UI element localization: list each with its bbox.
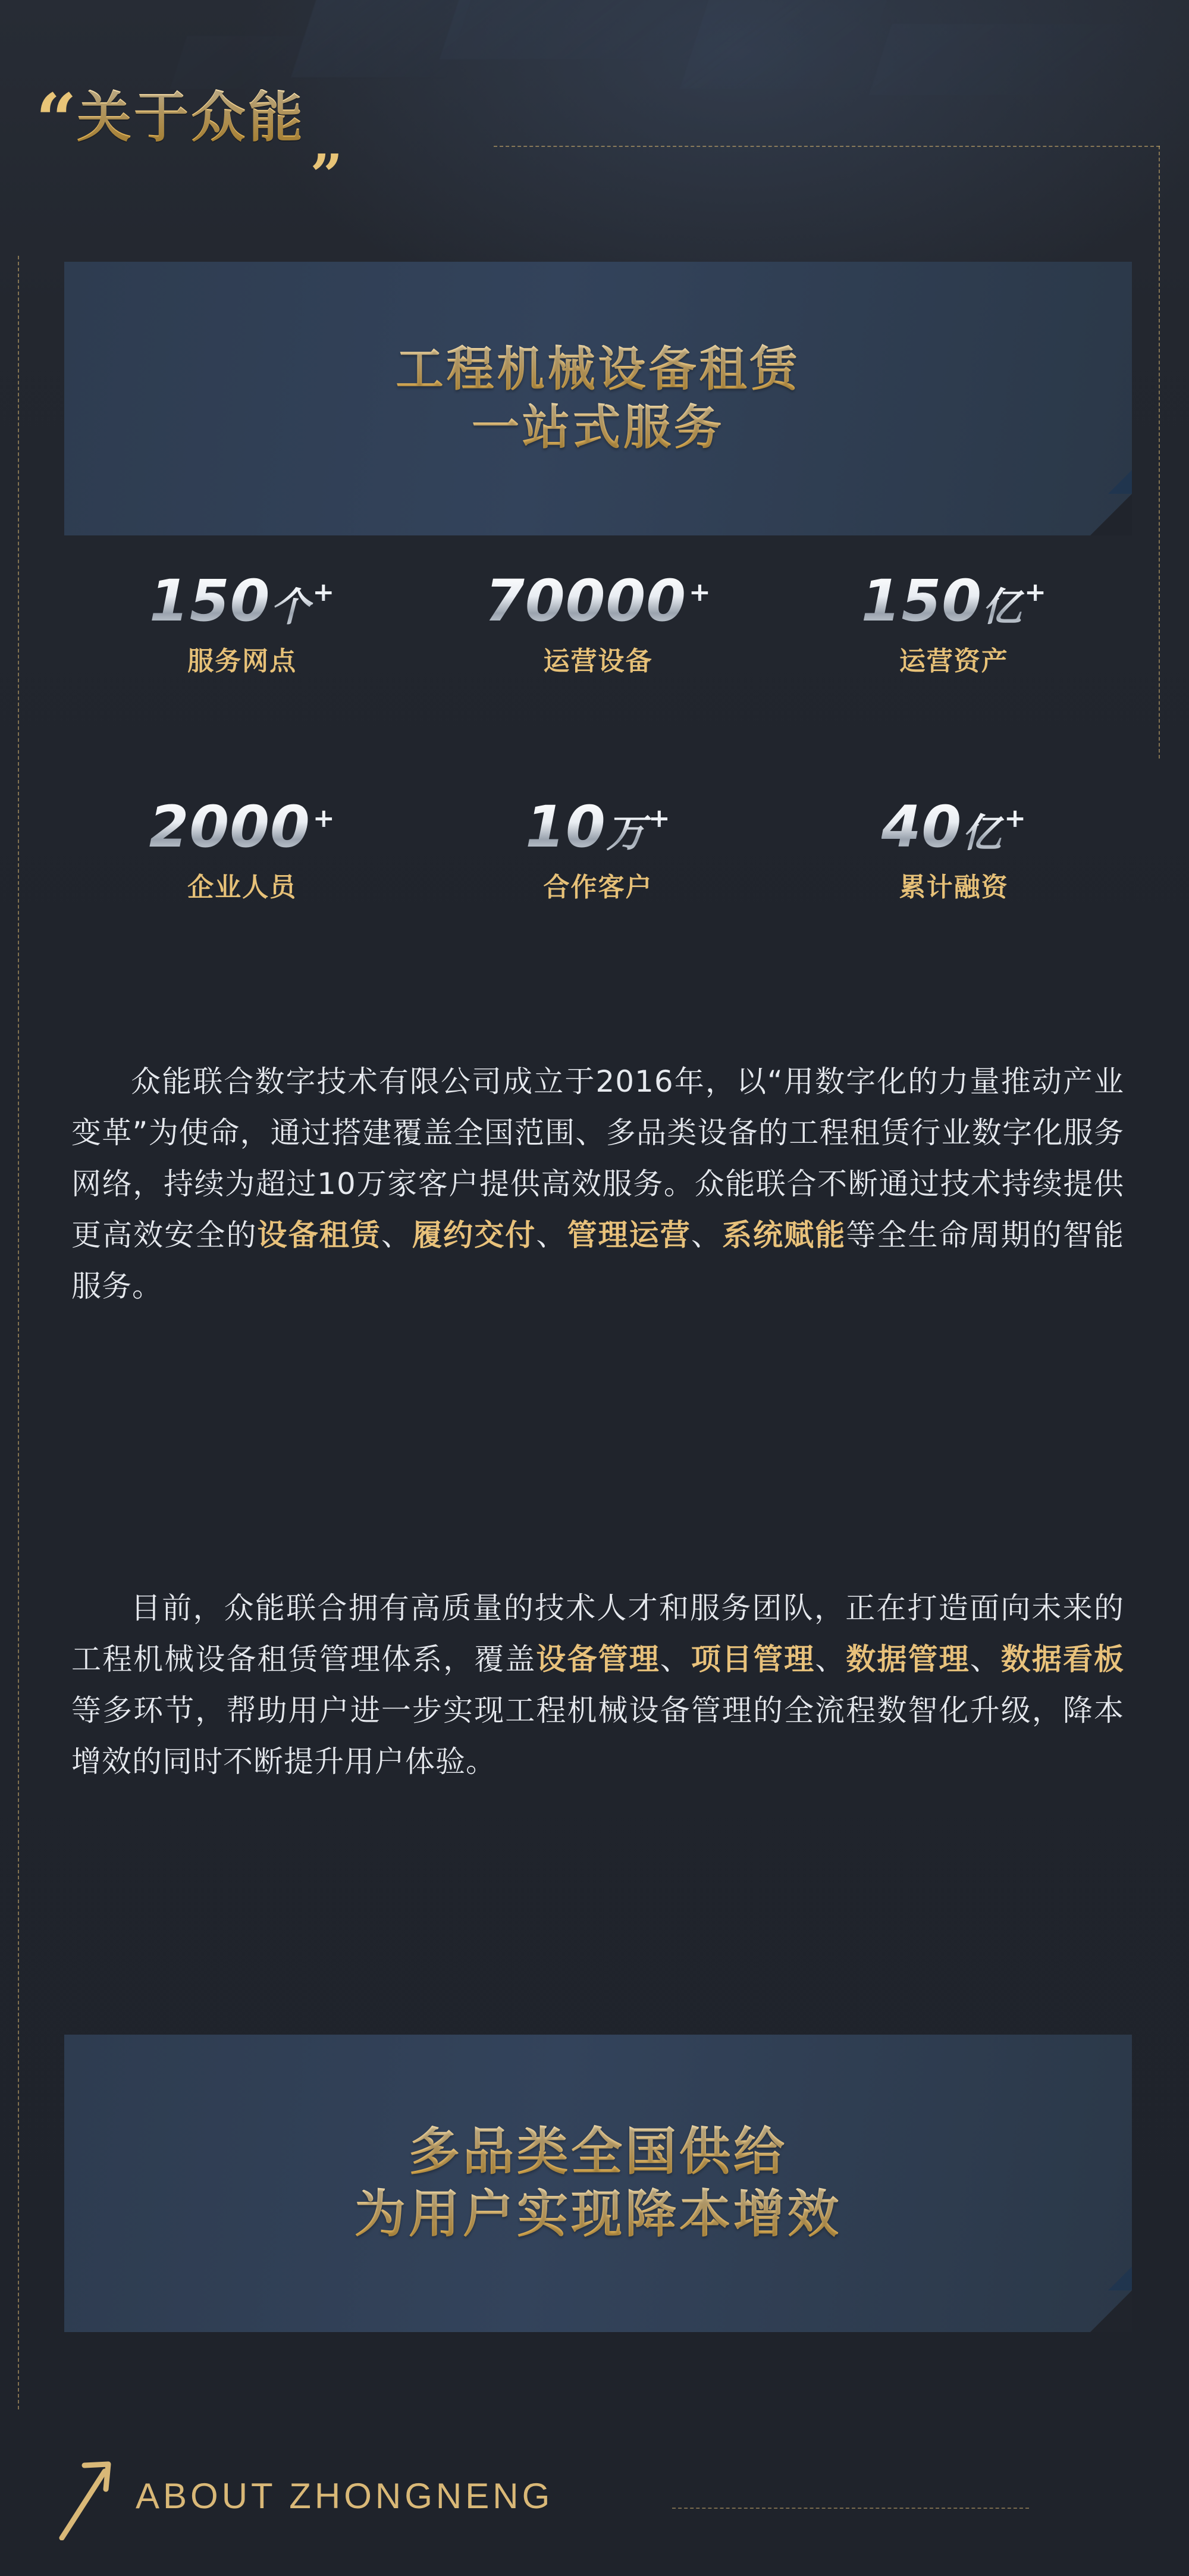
paragraph2-highlight-2: 项目管理 bbox=[691, 1642, 815, 1676]
paragraph2-highlight-4: 数据看板 bbox=[1000, 1642, 1125, 1676]
stat-item bbox=[420, 794, 776, 904]
headline-banner-bottom bbox=[64, 2035, 1132, 2332]
arrow-up-right-icon bbox=[54, 2451, 119, 2540]
paragraph1-text-part1: 众能联合数字技术有限公司成立于2016年，以“用数字化的力量推动产业变革”为使命，通过搭建覆盖全国范围、多品类设备的工程租赁行业数字化服务网络，持续为超过10万家客户提供高效服务。众能联合不断通过技术持续提供更高效安全的 bbox=[71, 1064, 1124, 1252]
body-paragraph-1 bbox=[71, 1056, 1124, 1312]
stat-unit: 亿 bbox=[962, 810, 1002, 856]
stat-plus: + bbox=[312, 803, 335, 833]
stat-value: 70000+ bbox=[485, 568, 711, 634]
background-shape bbox=[869, 24, 1142, 95]
decorative-dashed-line-right bbox=[1159, 146, 1160, 759]
stat-item bbox=[776, 794, 1132, 904]
decorative-dashed-line-left bbox=[18, 256, 19, 2409]
banner-corner-accent bbox=[1108, 2267, 1132, 2290]
stat-label: 累计融资 bbox=[899, 872, 1009, 902]
stat-item bbox=[64, 568, 420, 678]
paragraph2-text-part2: 等多环节，帮助用户进一步实现工程机械设备管理的全流程数智化升级，降本增效的同时不断提升用户体验。 bbox=[71, 1693, 1124, 1779]
banner-bottom-line-1: 多品类全国供给 bbox=[409, 2121, 788, 2183]
stat-plus: + bbox=[1024, 577, 1047, 607]
banner-corner-cut bbox=[1090, 2290, 1132, 2332]
paragraph1-highlight-4: 系统赋能 bbox=[721, 1218, 846, 1252]
stat-unit: 个 bbox=[270, 584, 310, 630]
banner-top-line-2: 一站式服务 bbox=[472, 399, 724, 457]
background-shape bbox=[440, 0, 714, 59]
paragraph2-sep-1: 、 bbox=[660, 1642, 691, 1676]
paragraph1-highlight-1: 设备租赁 bbox=[257, 1218, 381, 1252]
decorative-dashed-line-top bbox=[494, 146, 1160, 147]
stat-value: 150亿+ bbox=[861, 568, 1047, 634]
stat-item bbox=[776, 568, 1132, 678]
stat-value: 10万+ bbox=[525, 794, 671, 860]
stat-plus: + bbox=[312, 577, 335, 607]
quote-close-icon: „ bbox=[311, 109, 341, 176]
stat-unit: 亿 bbox=[982, 584, 1022, 630]
headline-banner-top bbox=[64, 262, 1132, 535]
paragraph2-text-part1: 目前，众能联合拥有高质量的技术人才和服务团队，正在打造面向未来的工程机械设备租赁管理体系，覆盖 bbox=[71, 1591, 1124, 1676]
stat-plus: + bbox=[648, 803, 671, 833]
stat-label: 合作客户 bbox=[543, 872, 653, 902]
banner-bottom-line-2: 为用户实现降本增效 bbox=[354, 2183, 842, 2246]
paragraph2-highlight-3: 数据管理 bbox=[846, 1642, 970, 1676]
paragraph1-sep-2: 、 bbox=[536, 1218, 567, 1252]
paragraph1-highlight-3: 管理运营 bbox=[567, 1218, 691, 1252]
stat-label: 服务网点 bbox=[187, 645, 297, 676]
stat-value: 40亿+ bbox=[881, 794, 1027, 860]
stat-plus: + bbox=[689, 577, 711, 607]
stat-label: 运营设备 bbox=[543, 645, 653, 676]
stat-value: 2000+ bbox=[149, 794, 335, 860]
stat-unit: 万 bbox=[606, 810, 646, 856]
decorative-dashed-line-bottom bbox=[672, 2508, 1029, 2509]
page-title: 关于众能 bbox=[77, 86, 306, 149]
footer bbox=[54, 2451, 553, 2540]
paragraph1-sep-3: 、 bbox=[691, 1218, 722, 1252]
banner-corner-cut bbox=[1090, 494, 1132, 535]
stat-item bbox=[64, 794, 420, 904]
paragraph1-sep-1: 、 bbox=[381, 1218, 413, 1252]
stats-row-1 bbox=[64, 568, 1132, 678]
quote-open-icon: “ bbox=[36, 78, 74, 162]
footer-label: ABOUT ZHONGNENG bbox=[136, 2475, 554, 2516]
paragraph1-text-part2: 等全生命周期的智能服务。 bbox=[71, 1218, 1125, 1303]
paragraph2-sep-2: 、 bbox=[815, 1642, 846, 1676]
stats-row-2 bbox=[64, 794, 1132, 904]
stat-label: 运营资产 bbox=[899, 645, 1009, 676]
banner-corner-accent bbox=[1108, 470, 1132, 494]
background-shape bbox=[170, 36, 306, 89]
stat-value: 150个+ bbox=[149, 568, 335, 634]
paragraph2-highlight-1: 设备管理 bbox=[536, 1642, 660, 1676]
body-paragraph-2 bbox=[71, 1582, 1124, 1787]
paragraph2-sep-3: 、 bbox=[970, 1642, 1001, 1676]
stat-plus: + bbox=[1004, 803, 1027, 833]
section-heading bbox=[36, 78, 341, 176]
banner-top-line-1: 工程机械设备租赁 bbox=[396, 340, 801, 399]
stat-label: 企业人员 bbox=[187, 872, 297, 902]
background-shape bbox=[680, 0, 903, 89]
paragraph1-highlight-2: 履约交付 bbox=[412, 1218, 537, 1252]
stat-item bbox=[420, 568, 776, 678]
